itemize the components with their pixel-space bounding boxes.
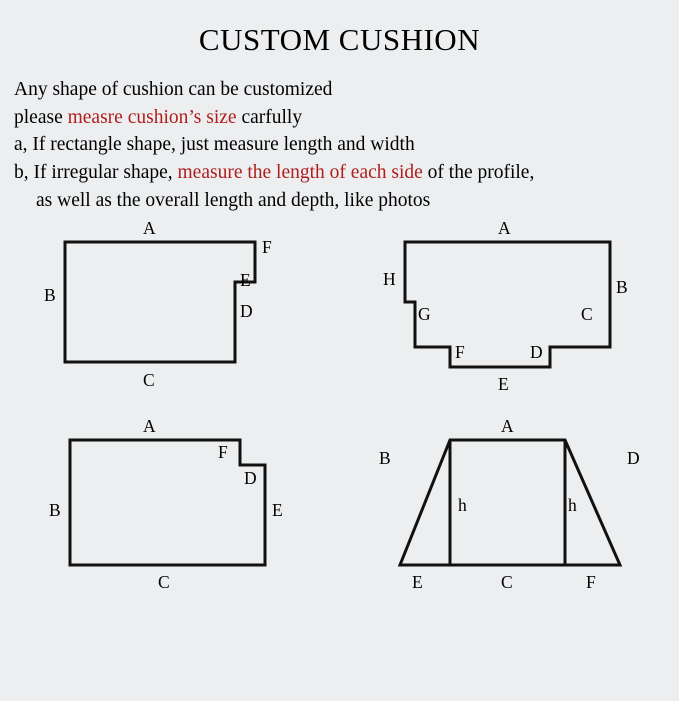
label-top-left-F: F [262,237,272,258]
label-bottom-left-F: F [218,442,228,463]
label-bottom-left-A: A [143,416,156,437]
intro-line-4-part-b: of the profile, [422,162,535,184]
label-bottom-right-h-left: h [458,495,467,516]
label-bottom-left-B: B [49,500,61,521]
intro-line-2-part-a: please [14,106,68,128]
label-top-right-F: F [455,342,465,363]
label-bottom-right-E: E [412,572,423,593]
shape-bottom-right-outline [400,440,620,565]
label-bottom-left-C: C [158,572,170,593]
label-top-right-H: H [383,269,396,290]
label-top-right-B: B [616,277,628,298]
intro-line-3: a, If rectangle shape, just measure length and width [14,134,415,156]
intro-line-4-part-a: b, If irregular shape, [14,162,178,184]
label-bottom-left-E: E [272,500,283,521]
label-top-left-C: C [143,370,155,391]
intro-line-2-part-b: carfully [236,106,303,128]
instructions-block [14,76,679,214]
intro-line-2-highlight: measre cushion’s size [67,106,237,128]
label-top-right-D: D [530,342,543,363]
label-top-left-D: D [240,301,253,322]
label-top-right-G: G [418,304,431,325]
shape-top-right-outline [405,242,610,367]
label-bottom-left-D: D [244,468,257,489]
diagram-grid [0,218,679,622]
page-title: CUSTOM CUSHION [198,22,481,57]
intro-line-4 [14,159,679,187]
poster [0,22,679,701]
label-bottom-right-D: D [627,448,640,469]
label-top-left-B: B [44,285,56,306]
shape-top-left-outline [65,242,255,362]
intro-line-1: Any shape of cushion can be customized [14,79,333,100]
label-bottom-right-A: A [501,416,514,437]
label-top-left-E: E [240,270,251,291]
label-top-right-E: E [498,374,509,395]
shape-top-right [370,218,660,412]
shape-bottom-left-outline [70,440,265,565]
shape-bottom-right [370,416,660,610]
intro-line-2 [14,104,679,132]
label-bottom-right-C: C [501,572,513,593]
intro-line-4-highlight: measure the length of each side [177,162,423,184]
label-top-left-A: A [143,218,156,239]
shape-top-left [40,218,320,412]
label-top-right-A: A [498,218,511,239]
label-bottom-right-B: B [379,448,391,469]
intro-line-5: as well as the overall length and depth, like photos [36,189,431,211]
shape-bottom-left [40,416,320,610]
label-bottom-right-h-right: h [568,495,577,516]
label-bottom-right-F: F [586,572,596,593]
label-top-right-C: C [581,304,593,325]
